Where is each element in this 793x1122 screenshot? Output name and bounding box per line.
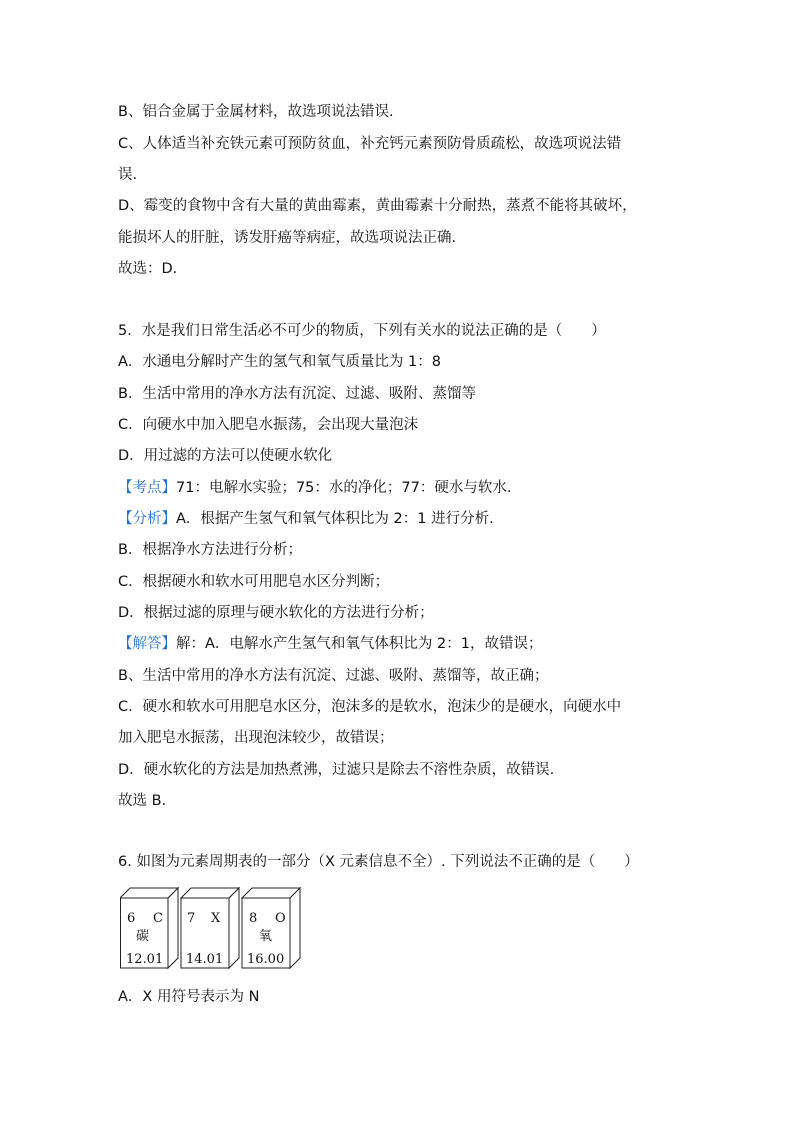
- element-symbol-carbon: C: [153, 911, 163, 926]
- answer-line-d: D、霉变的食物中含有大量的黄曲霉素，黄曲霉素十分耐热，蒸煮不能将其破坏，: [118, 198, 637, 214]
- q5-option-c: C．向硬水中加入肥皂水振荡，会出现大量泡沫: [118, 417, 419, 433]
- q5-answer: 故选 B.: [118, 793, 167, 809]
- answer-line-d-cont: 能损坏人的肝脏，诱发肝癌等病症，故选项说法正确.: [118, 230, 457, 246]
- analysis-tag: 【分析】: [118, 511, 176, 527]
- q5-analysis-d: D．根据过滤的原理与硬水软化的方法进行分析；: [118, 605, 434, 621]
- q5-option-b: B．生活中常用的净水方法有沉淀、过滤、吸附、蒸馏等: [118, 386, 476, 402]
- keypoint-tag: 【考点】: [118, 480, 176, 496]
- q5-analysis: 【分析】A．根据产生氢气和氧气体积比为 2：1 进行分析.: [118, 511, 494, 527]
- answer-line-b: B、铝合金属于金属材料，故选项说法错误.: [118, 104, 394, 120]
- element-tile-carbon: [120, 888, 178, 968]
- element-tile-x: [181, 888, 239, 968]
- question-5-stem: 5．水是我们日常生活必不可少的物质，下列有关水的说法正确的是（ ）: [118, 323, 606, 339]
- element-mass-oxygen: 16.00: [247, 952, 285, 967]
- element-mass-x: 14.01: [186, 952, 224, 967]
- periodic-table-fragment: [120, 886, 320, 972]
- q5-solution-d: D．硬水软化的方法是加热煮沸，过滤只是除去不溶性杂质，故错误.: [118, 762, 555, 778]
- q5-option-d: D．用过滤的方法可以使硬水软化: [118, 448, 333, 464]
- q6-option-a: A．X 用符号表示为 N: [118, 989, 260, 1005]
- element-name-carbon: 碳: [136, 929, 150, 944]
- answer-choice: 故选：D.: [118, 261, 178, 277]
- q5-analysis-c: C．根据硬水和软水可用肥皂水区分判断；: [118, 574, 390, 590]
- answer-line-c: C、人体适当补充铁元素可预防贫血，补充钙元素预防骨质疏松，故选项说法错: [118, 136, 622, 152]
- solution-tag: 【解答】: [118, 636, 176, 652]
- question-6-stem: 6. 如图为元素周期表的一部分（X 元素信息不全）. 下列说法不正确的是（ ）: [118, 854, 639, 870]
- element-number-x: 7: [187, 911, 196, 926]
- q5-analysis-b: B．根据净水方法进行分析；: [118, 542, 302, 558]
- q5-solution: 【解答】解：A．电解水产生氢气和氧气体积比为 2：1，故错误；: [118, 636, 543, 652]
- element-name-oxygen: 氧: [259, 929, 273, 944]
- element-tile-oxygen: [242, 888, 300, 968]
- q5-solution-b: B、生活中常用的净水方法有沉淀、过滤、吸附、蒸馏等，故正确；: [118, 668, 549, 684]
- answer-line-c-cont: 误.: [118, 167, 138, 183]
- element-number-carbon: 6: [127, 911, 136, 926]
- element-symbol-x: X: [211, 911, 221, 926]
- element-mass-carbon: 12.01: [126, 952, 164, 967]
- q5-option-a: A．水通电分解时产生的氢气和氧气质量比为 1：8: [118, 354, 441, 370]
- element-tiles: [120, 886, 320, 972]
- q5-solution-c-cont: 加入肥皂水振荡，出现泡沫较少，故错误；: [118, 730, 394, 746]
- element-symbol-oxygen: O: [275, 911, 286, 926]
- q5-keypoint: 【考点】71：电解水实验；75：水的净化；77：硬水与软水.: [118, 480, 512, 496]
- q5-solution-c: C．硬水和软水可用肥皂水区分，泡沫多的是软水，泡沫少的是硬水，向硬水中: [118, 699, 622, 715]
- element-number-oxygen: 8: [249, 911, 258, 926]
